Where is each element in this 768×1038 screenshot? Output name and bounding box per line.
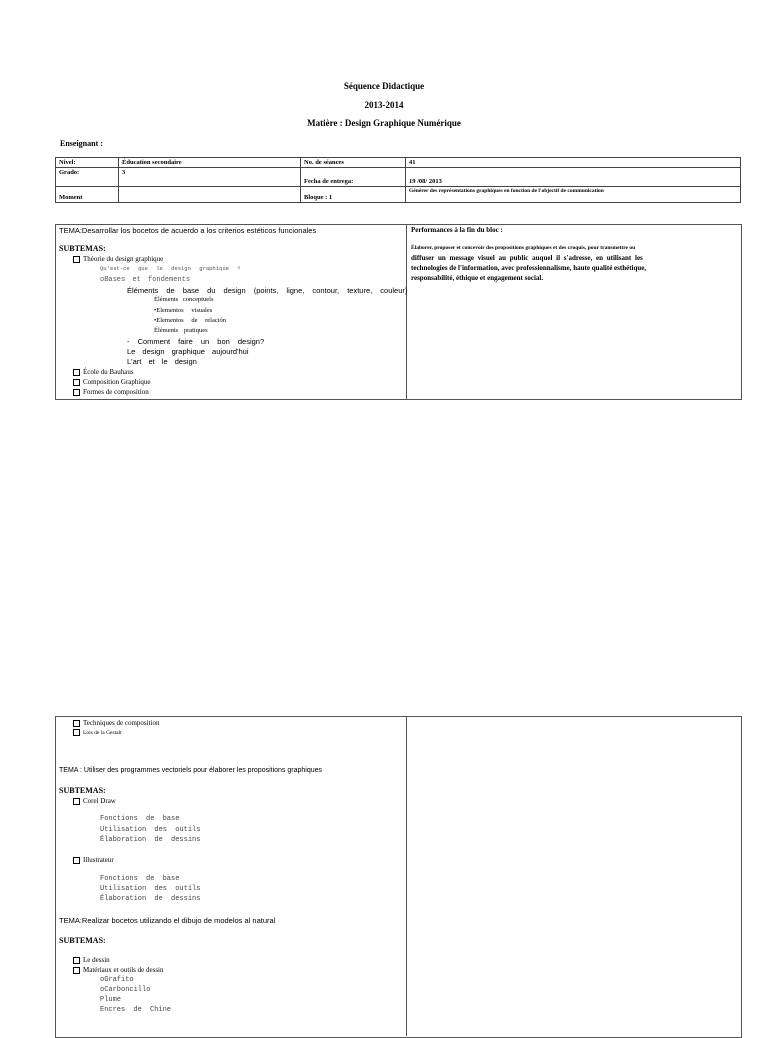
corel-sub-2: Utilisation des outils <box>100 826 201 834</box>
checkbox-icon <box>73 857 80 864</box>
corel-sub-3: Élaboration de dessins <box>100 836 201 844</box>
materiaux-sub-2: oCarboncillo <box>100 986 151 994</box>
subtemas-heading: SUBTEMAS: <box>59 244 106 253</box>
tema-bocetos-natural: TEMA:Realizar bocetos utilizando el dibujo de modelos al natural <box>59 916 276 925</box>
seances-value: 41 <box>406 158 741 168</box>
art-design-item: L'art et le design <box>127 357 197 366</box>
bases-item: oBases et fondements <box>100 276 191 284</box>
materiaux-sub-3: Plume <box>100 996 122 1004</box>
fecha-value: 19 /08/ 2013 <box>406 168 741 187</box>
bloque-label: Bloque : 1 <box>301 187 406 203</box>
gestalt-item: Lois de la Gestalt <box>73 729 122 736</box>
el-relacion: •Elementos de relación <box>154 317 227 324</box>
school-year: 2013-2014 <box>364 100 404 110</box>
seances-label: No. de séances <box>301 158 406 168</box>
checkbox-icon <box>73 389 80 396</box>
performances-line-2: diffuser un message visuel au public auquel il s'adresse, en utilisant les <box>411 254 643 262</box>
performances-line-1: Élaborer, proposer et concevoir des propositions graphiques et des croquis, pour transmettre ou <box>411 245 636 251</box>
illustrator-sub-3: Élaboration de dessins <box>100 895 201 903</box>
subtemas-heading-2: SUBTEMAS: <box>59 786 106 795</box>
el-conceptuels: Éléments conceptuels <box>154 296 214 303</box>
checkbox-icon <box>73 369 80 376</box>
checkbox-icon <box>73 729 80 736</box>
illustrator-item: Illustrateur <box>73 856 114 864</box>
grado-value: 3 <box>119 168 301 187</box>
aujourdhui-item: Le design graphique aujourd'hui <box>127 347 249 356</box>
nivel-label: Nivel: <box>56 158 119 168</box>
checkbox-icon <box>73 798 80 805</box>
corel-item: Corel Draw <box>73 797 116 805</box>
theory-item: Théorie du design graphique <box>73 255 163 263</box>
techniques-item: Techniques de composition <box>73 719 160 727</box>
nivel-value: Éducation secondaire <box>119 158 301 168</box>
checkbox-icon <box>73 720 80 727</box>
composition-item: Composition Graphique <box>73 378 150 386</box>
materiaux-sub-4: Encres de Chine <box>100 1006 172 1014</box>
tema-bocetos-criterios: TEMA:Desarrollar los bocetos de acuerdo a los criterios estéticos funcionales <box>59 226 317 235</box>
moment-value <box>119 187 301 203</box>
materiaux-item: Matériaux et outils de dessin <box>73 966 163 974</box>
moment-label: Moment <box>56 187 119 203</box>
corel-sub-1: Fonctions de base <box>100 815 180 823</box>
dessin-item: Le dessin <box>73 956 110 964</box>
illustrator-sub-2: Utilisation des outils <box>100 885 201 893</box>
fecha-label: Fecha de entrega: <box>301 168 406 187</box>
block-1-divider <box>406 224 407 399</box>
subtemas-heading-3: SUBTEMAS: <box>59 936 106 945</box>
tema-vector: TEMA : Utiliser des programmes vectoriels pour élaborer les propositions graphiques <box>59 767 323 774</box>
performances-line-3: technologies de l'information, avec professionnalisme, haute qualité esthétique, <box>411 264 647 272</box>
info-table <box>55 157 741 203</box>
bon-design-item: - Comment faire un bon design? <box>127 337 265 346</box>
checkbox-icon <box>73 379 80 386</box>
checkbox-icon <box>73 256 80 263</box>
illustrator-sub-1: Fonctions de base <box>100 875 180 883</box>
checkbox-icon <box>73 957 80 964</box>
formes-item: Formes de composition <box>73 388 149 396</box>
bauhaus-item: École du Bauhaus <box>73 368 134 376</box>
teacher-label: Enseignant : <box>60 139 103 148</box>
grado-label: Grado: <box>56 168 119 187</box>
performances-title: Performances à la fin du bloc : <box>411 226 503 234</box>
el-visuales: •Elementos visuales <box>154 307 213 314</box>
block-2-divider <box>406 716 407 1036</box>
elements-base-item: Éléments de base du design (points, ligne, contour, texture, couleur) <box>127 286 408 295</box>
checkbox-icon <box>73 967 80 974</box>
subject-title: Matière : Design Graphique Numérique <box>307 118 461 128</box>
materiaux-sub-1: oGrafito <box>100 976 134 984</box>
el-pratiques: Éléments pratiques <box>154 327 208 334</box>
performances-line-4: responsabilité, éthique et engagement social. <box>411 274 544 282</box>
objective-text: Générer des représentations graphiques en fonction de l'objectif de communication <box>406 187 741 203</box>
document-title: Séquence Didactique <box>343 81 425 91</box>
what-is-design: Qu'est-ce que le design graphique ? <box>100 265 241 272</box>
